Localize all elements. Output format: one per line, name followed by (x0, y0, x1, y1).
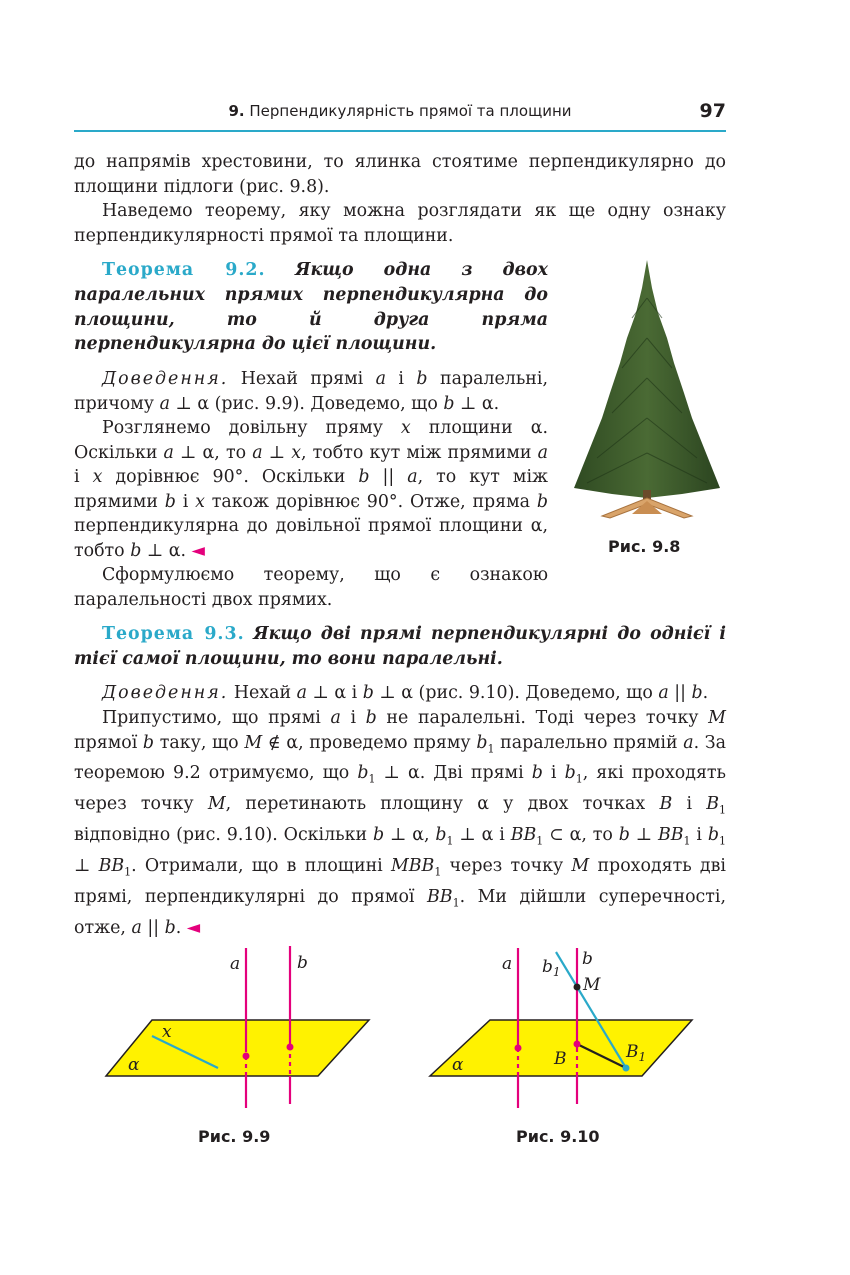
figure-9-10-caption: Рис. 9.10 (516, 1127, 600, 1146)
figure-9-10 (428, 944, 698, 1114)
figure-9-9-caption: Рис. 9.9 (198, 1127, 271, 1146)
theorem-9-3 (74, 622, 726, 672)
point-B (574, 1041, 581, 1048)
point-M (574, 984, 581, 991)
label-alpha: α (452, 1055, 464, 1075)
figure-9-9 (104, 944, 374, 1114)
figure-9-8-tree (572, 258, 722, 520)
label-B: B (554, 1049, 567, 1069)
proof-paragraph: Припустимо, що прямі a і b не паралельні. Тоді через точку M прямої b таку, що M ∉ α, проведемо пряму $b_1$ паралельно прямій a. За теоремою 9.2 отримуємо, що $b_1$ ⊥ α. Дві прямі b і $b_1$, які проходять через точку M, перетинають площину α у двох точках B і $B_1$ відповідно (рис. 9.10). Оскільки b ⊥ α, $b_1$ ⊥ α і $BB_1$ ⊂ α, то b ⊥ $BB_1$ і $b_1$ ⊥ $BB_1$. Отримали, що в площині $MBB_1$ через точку M проходять дві прямі, перпендикулярні до прямої $BB_1$. Ми дійшли суперечності, отже, a || b. ◄ (74, 708, 727, 939)
theorem-label: Теорема 9.3. (102, 624, 245, 644)
theorem-9-2 (74, 258, 548, 357)
paragraph: до напрямів хрестовини, то ялинка стоятиме перпендикулярно до площини підлоги (рис. 9.8). (74, 152, 726, 197)
label-b1: $b_1$ (542, 957, 561, 979)
point-on-a (515, 1045, 522, 1052)
chapter-title: 9. Перпендикулярність прямої та площини (228, 102, 572, 120)
end-of-proof-marker: ◄ (186, 918, 201, 939)
label-a: a (502, 954, 513, 974)
plane-alpha (106, 1020, 369, 1076)
end-of-proof-marker: ◄ (191, 540, 205, 561)
tree-foliage (574, 260, 720, 498)
label-M: M (583, 975, 601, 995)
point-on-a (243, 1053, 250, 1060)
page-number: 97 (699, 100, 726, 122)
running-header (74, 96, 726, 132)
label-b: b (582, 949, 593, 969)
theorem-label: Теорема 9.2. (102, 260, 266, 280)
proof-paragraph: Доведення. Нехай a ⊥ α і b ⊥ α (рис. 9.10). Доведемо, що a || b. (102, 683, 709, 703)
point-on-b (287, 1044, 294, 1051)
paragraph: Сформулюємо теорему, що є ознакою паралельності двох прямих. (74, 565, 548, 610)
proof-paragraph: Розглянемо довільну пряму x площини α. Оскільки a ⊥ α, то a ⊥ x, тобто кут між прямими a і x дорівнює 90°. Оскільки b || a, то кут між прямими b і x також дорівнює 90°. Отже, пряма b перпендикулярна до довільної прямої площини α, тобто b ⊥ α. ◄ (74, 418, 549, 561)
label-a: a (230, 954, 241, 974)
paragraph: Наведемо теорему, яку можна розглядати як ще одну ознаку перпендикулярності прямої та площини. (74, 201, 726, 246)
label-b: b (297, 953, 308, 973)
label-x: x (162, 1022, 172, 1042)
proof-paragraph: Доведення. Нехай прямі a і b паралельні, причому a ⊥ α (рис. 9.9). Доведемо, що b ⊥ α. (74, 369, 548, 414)
figure-9-8-caption: Рис. 9.8 (608, 537, 681, 556)
label-alpha: α (128, 1055, 140, 1075)
theorem-text: Якщо дві прямі перпендикулярні до однієї і тієї самої площини, то вони паралельні. (74, 624, 726, 669)
theorem-text: Якщо одна з двох паралельних прямих перпендикулярна до площини, то й друга пряма перпендикулярна до цієї площини. (74, 260, 548, 355)
point-B1 (623, 1065, 630, 1072)
label-B1: $B_1$ (626, 1042, 647, 1064)
